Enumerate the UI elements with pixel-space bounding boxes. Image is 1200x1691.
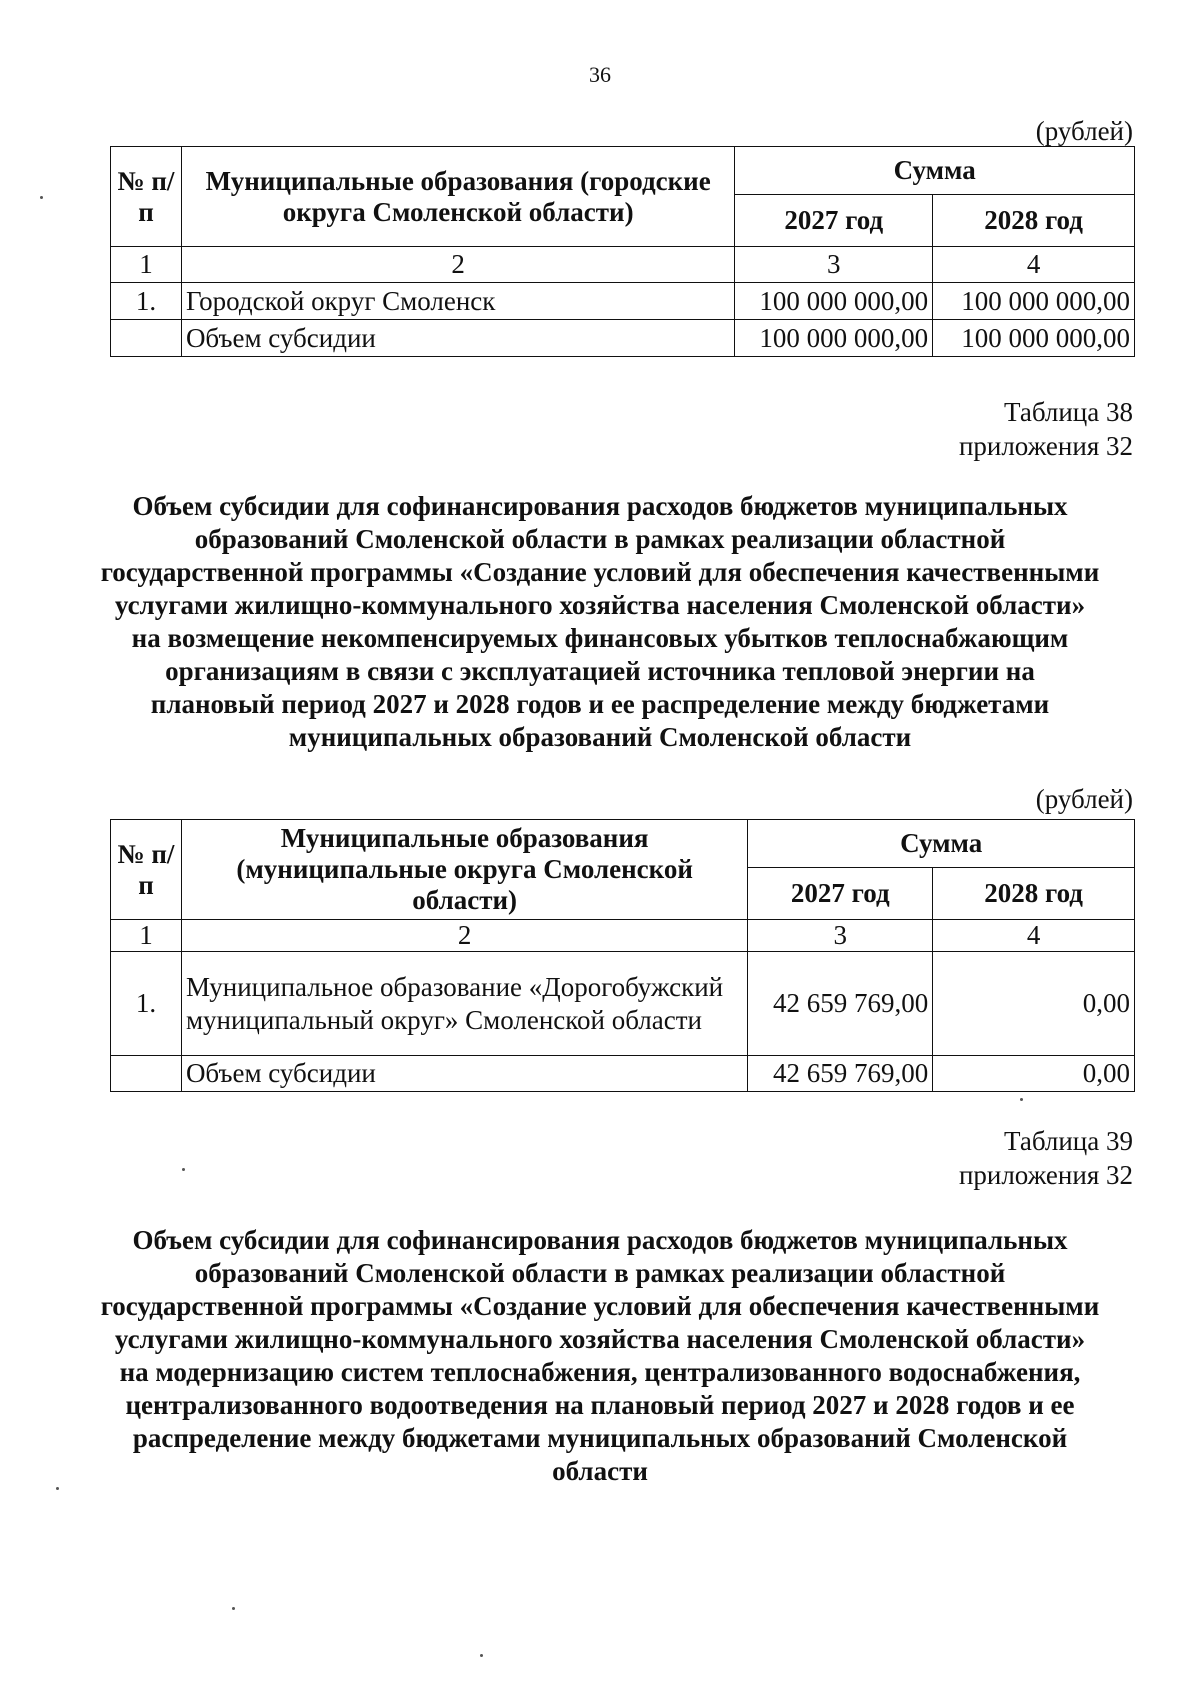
- col-number: 1: [111, 247, 182, 283]
- scan-speck: [1020, 1098, 1023, 1101]
- row-value-2028: 100 000 000,00: [933, 283, 1135, 320]
- header-year-2027: 2027 год: [748, 868, 933, 920]
- caption-appendix: приложения 32: [958, 431, 1133, 461]
- header-year-2027: 2027 год: [735, 195, 933, 247]
- units-label: (рублей): [1035, 784, 1133, 814]
- caption-appendix: приложения 32: [958, 1160, 1133, 1190]
- total-value-2028: 0,00: [933, 1056, 1135, 1092]
- total-label: Объем субсидии: [181, 1056, 747, 1092]
- row-municipality: Городской округ Смоленск: [181, 283, 734, 320]
- scan-speck: [232, 1607, 235, 1610]
- col-number: 4: [933, 920, 1135, 952]
- col-number: 2: [181, 247, 734, 283]
- table-39-title: Объем субсидии для софинансирования расходов бюджетов муниципальных образований Смоленской области в рамках реализации областной государственной программы «Создание условий для обеспечения качественными услугами жилищно-коммунального хозяйства населения Смоленской области» на модернизацию систем теплоснабжения, централизованного водоснабжения, централизованного водоотведения на плановый период 2027 и 2028 годов и ее распределение между бюджетами муниципальных образований Смоленской области: [100, 1225, 1100, 1486]
- header-sum: Сумма: [735, 147, 1135, 195]
- table-row: [111, 283, 1135, 320]
- scan-speck: [56, 1487, 59, 1490]
- table-39-caption: [959, 1124, 1133, 1192]
- row-value-2027: 42 659 769,00: [748, 952, 933, 1056]
- caption-table-number: Таблица 39: [1004, 1126, 1133, 1156]
- col-number: 2: [181, 920, 747, 952]
- total-num-empty: [111, 1056, 182, 1092]
- table-38-caption: [959, 395, 1133, 463]
- header-sum: Сумма: [748, 820, 1135, 868]
- table-row: [111, 952, 1135, 1056]
- header-num: № п/п: [111, 820, 182, 920]
- row-num: 1.: [111, 952, 182, 1056]
- table-38-title: Объем субсидии для софинансирования расходов бюджетов муниципальных образований Смоленской области в рамках реализации областной государственной программы «Создание условий для обеспечения качественными услугами жилищно-коммунального хозяйства населения Смоленской области» на возмещение некомпенсируемых финансовых убытков теплоснабжающим организациям в связи с эксплуатацией источника тепловой энергии на плановый период 2027 и 2028 годов и ее распределение между бюджетами муниципальных образований Смоленской области: [100, 491, 1100, 752]
- page-number: 36: [589, 62, 611, 87]
- header-municipality: Муниципальные образования (муниципальные округа Смоленской области): [181, 820, 747, 920]
- total-num-empty: [111, 320, 182, 357]
- total-value-2027: 42 659 769,00: [748, 1056, 933, 1092]
- header-num: № п/п: [111, 147, 182, 247]
- scan-speck: [40, 196, 43, 199]
- header-municipality: Муниципальные образования (городские округа Смоленской области): [181, 147, 734, 247]
- col-number: 3: [735, 247, 933, 283]
- col-number: 3: [748, 920, 933, 952]
- subsidy-table-municipal: [110, 819, 1135, 1092]
- subsidy-table-urban: [110, 146, 1135, 357]
- total-row: [111, 1056, 1135, 1092]
- total-row: [111, 320, 1135, 357]
- total-value-2028: 100 000 000,00: [933, 320, 1135, 357]
- row-value-2027: 100 000 000,00: [735, 283, 933, 320]
- total-value-2027: 100 000 000,00: [735, 320, 933, 357]
- row-municipality: Муниципальное образование «Дорогобужский муниципальный округ» Смоленской области: [181, 952, 747, 1056]
- caption-table-number: Таблица 38: [1004, 397, 1133, 427]
- scan-speck: [182, 1168, 185, 1171]
- row-num: 1.: [111, 283, 182, 320]
- header-year-2028: 2028 год: [933, 195, 1135, 247]
- col-number: 1: [111, 920, 182, 952]
- units-label: (рублей): [1035, 116, 1133, 146]
- col-number: 4: [933, 247, 1135, 283]
- row-value-2028: 0,00: [933, 952, 1135, 1056]
- header-year-2028: 2028 год: [933, 868, 1135, 920]
- total-label: Объем субсидии: [181, 320, 734, 357]
- scan-speck: [480, 1654, 483, 1657]
